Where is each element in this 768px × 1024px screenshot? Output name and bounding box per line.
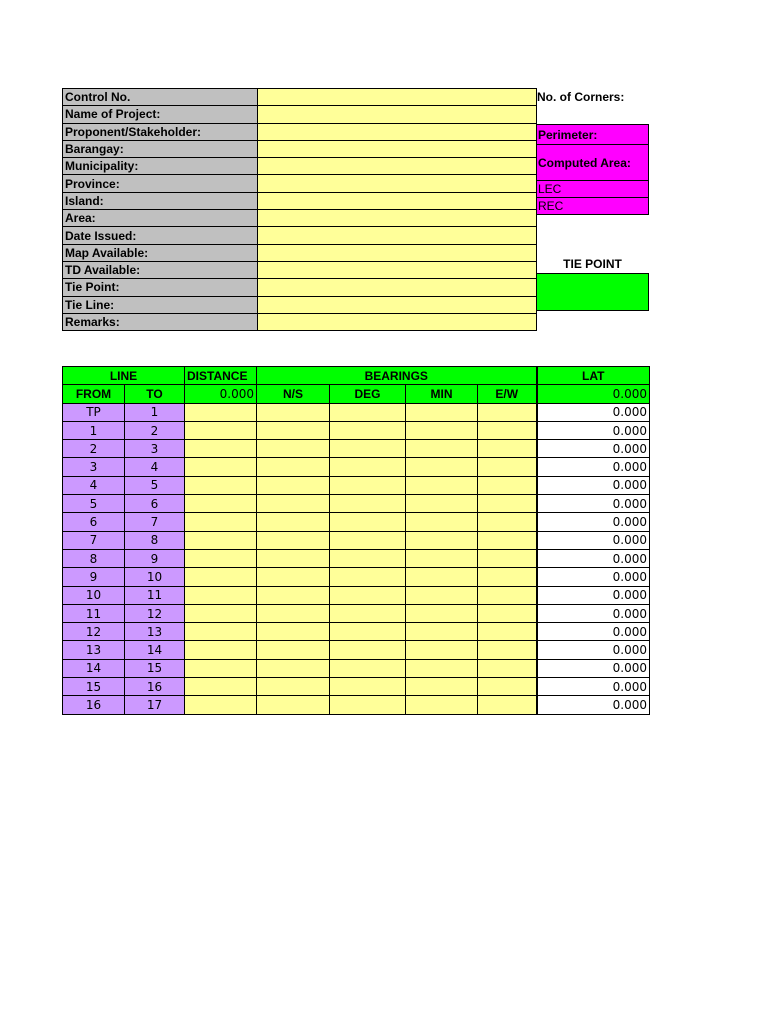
min-cell[interactable] [406,421,478,439]
to-cell: 3 [125,440,185,458]
to-header: TO [125,385,185,403]
ns-cell[interactable] [257,586,330,604]
min-cell[interactable] [406,623,478,641]
ew-cell[interactable] [478,678,537,696]
table-row [63,458,650,476]
distance-total: 0.000 [185,385,257,403]
table-row [63,623,650,641]
min-cell[interactable] [406,568,478,586]
deg-cell[interactable] [330,604,406,622]
deg-cell[interactable] [330,568,406,586]
deg-cell[interactable] [330,623,406,641]
ns-cell[interactable] [257,403,330,421]
table-row [63,549,650,567]
info-label: Island: [63,192,258,209]
info-label: Date Issued: [63,227,258,244]
info-value-field[interactable] [258,175,537,192]
distance-cell[interactable] [185,421,257,439]
info-row [63,123,537,140]
table-row [63,440,650,458]
info-label: Barangay: [63,140,258,157]
lat-cell: 0.000 [537,421,650,439]
ns-cell[interactable] [257,568,330,586]
to-cell: 9 [125,549,185,567]
ew-cell[interactable] [478,659,537,677]
info-label: Name of Project: [63,106,258,123]
info-value-field[interactable] [258,210,537,227]
min-cell[interactable] [406,440,478,458]
min-cell[interactable] [406,641,478,659]
from-cell: 5 [63,495,125,513]
deg-cell[interactable] [330,421,406,439]
ns-header: N/S [257,385,330,403]
info-row [63,210,537,227]
ns-cell[interactable] [257,604,330,622]
rec-label[interactable]: REC [537,198,649,215]
deg-cell[interactable] [330,659,406,677]
lat-header: LAT [537,367,650,385]
to-cell: 17 [125,696,185,714]
info-row [63,261,537,278]
project-info-table [62,88,537,331]
from-cell: 11 [63,604,125,622]
info-value-field[interactable] [258,123,537,140]
info-row [63,313,537,330]
ew-cell[interactable] [478,641,537,659]
to-cell: 5 [125,476,185,494]
lat-cell: 0.000 [537,549,650,567]
info-label: Municipality: [63,158,258,175]
table-row [63,604,650,622]
lat-total: 0.000 [537,385,650,403]
ns-cell[interactable] [257,513,330,531]
to-cell: 16 [125,678,185,696]
from-cell: 1 [63,421,125,439]
from-cell: 4 [63,476,125,494]
distance-cell[interactable] [185,641,257,659]
to-cell: 7 [125,513,185,531]
ew-cell[interactable] [478,531,537,549]
distance-cell[interactable] [185,659,257,677]
table-row [63,531,650,549]
info-value-field[interactable] [258,106,537,123]
to-cell: 4 [125,458,185,476]
computation-summary-box [536,124,649,215]
lat-cell: 0.000 [537,568,650,586]
info-row [63,106,537,123]
deg-cell[interactable] [330,696,406,714]
table-row [63,421,650,439]
min-cell[interactable] [406,495,478,513]
table-row [63,476,650,494]
from-cell: 8 [63,549,125,567]
ns-cell[interactable] [257,458,330,476]
table-row [63,641,650,659]
info-row [63,158,537,175]
info-label: Proponent/Stakeholder: [63,123,258,140]
to-cell: 13 [125,623,185,641]
ew-cell[interactable] [478,623,537,641]
min-cell[interactable] [406,476,478,494]
deg-cell[interactable] [330,549,406,567]
lat-cell: 0.000 [537,641,650,659]
to-cell: 10 [125,568,185,586]
ns-cell[interactable] [257,476,330,494]
min-cell[interactable] [406,678,478,696]
no-of-corners-label: No. of Corners: [537,90,625,104]
table-row [63,659,650,677]
distance-cell[interactable] [185,678,257,696]
ew-cell[interactable] [478,586,537,604]
to-cell: 1 [125,403,185,421]
info-label: Area: [63,210,258,227]
info-row [63,89,537,106]
ns-cell[interactable] [257,421,330,439]
ew-cell[interactable] [478,604,537,622]
distance-cell[interactable] [185,403,257,421]
info-row [63,227,537,244]
info-value-field[interactable] [258,158,537,175]
deg-cell[interactable] [330,440,406,458]
from-cell: 2 [63,440,125,458]
info-row [63,140,537,157]
to-cell: 15 [125,659,185,677]
info-value-field[interactable] [258,279,537,296]
from-cell: 10 [63,586,125,604]
ew-cell[interactable] [478,458,537,476]
info-value-field[interactable] [258,296,537,313]
ew-cell[interactable] [478,568,537,586]
ns-cell[interactable] [257,623,330,641]
min-cell[interactable] [406,586,478,604]
lat-cell: 0.000 [537,586,650,604]
min-header: MIN [406,385,478,403]
ns-cell[interactable] [257,495,330,513]
from-cell: 13 [63,641,125,659]
distance-cell[interactable] [185,458,257,476]
min-cell[interactable] [406,458,478,476]
table-row [63,495,650,513]
ew-cell[interactable] [478,696,537,714]
lat-cell: 0.000 [537,403,650,421]
info-label: Province: [63,175,258,192]
distance-cell[interactable] [185,549,257,567]
info-label: Remarks: [63,313,258,330]
min-cell[interactable] [406,549,478,567]
line-header: LINE [63,367,185,385]
lec-label[interactable]: LEC [537,181,649,198]
distance-cell[interactable] [185,513,257,531]
info-value-field[interactable] [258,244,537,261]
info-row [63,244,537,261]
ew-header: E/W [478,385,537,403]
from-cell: 7 [63,531,125,549]
info-label: Tie Point: [63,279,258,296]
distance-cell[interactable] [185,604,257,622]
distance-cell[interactable] [185,696,257,714]
distance-cell[interactable] [185,440,257,458]
to-cell: 6 [125,495,185,513]
tie-point-input[interactable] [536,273,649,311]
deg-cell[interactable] [330,403,406,421]
ew-cell[interactable] [478,549,537,567]
min-cell[interactable] [406,659,478,677]
from-cell: 6 [63,513,125,531]
table-row [63,586,650,604]
info-row [63,279,537,296]
tie-point-heading: TIE POINT [563,257,622,271]
deg-cell[interactable] [330,513,406,531]
bearings-header: BEARINGS [257,367,537,385]
ns-cell[interactable] [257,659,330,677]
lat-cell: 0.000 [537,604,650,622]
info-label: Control No. [63,89,258,106]
to-cell: 2 [125,421,185,439]
to-cell: 8 [125,531,185,549]
deg-cell[interactable] [330,495,406,513]
ew-cell[interactable] [478,513,537,531]
computed-area-label[interactable]: Computed Area: [537,145,649,181]
min-cell[interactable] [406,604,478,622]
min-cell[interactable] [406,403,478,421]
lat-cell: 0.000 [537,476,650,494]
min-cell[interactable] [406,513,478,531]
table-row [63,568,650,586]
deg-cell[interactable] [330,531,406,549]
table-row [63,678,650,696]
info-value-field[interactable] [258,313,537,330]
min-cell[interactable] [406,531,478,549]
from-cell: 3 [63,458,125,476]
ew-cell[interactable] [478,440,537,458]
lat-cell: 0.000 [537,495,650,513]
deg-header: DEG [330,385,406,403]
deg-cell[interactable] [330,458,406,476]
lat-cell: 0.000 [537,623,650,641]
ns-cell[interactable] [257,531,330,549]
distance-cell[interactable] [185,476,257,494]
deg-cell[interactable] [330,641,406,659]
info-label: Map Available: [63,244,258,261]
info-label: Tie Line: [63,296,258,313]
lat-cell: 0.000 [537,696,650,714]
ew-cell[interactable] [478,476,537,494]
from-header: FROM [63,385,125,403]
lat-cell: 0.000 [537,458,650,476]
perimeter-label[interactable]: Perimeter: [537,125,649,145]
to-cell: 11 [125,586,185,604]
min-cell[interactable] [406,696,478,714]
from-cell: 14 [63,659,125,677]
distance-cell[interactable] [185,568,257,586]
info-value-field[interactable] [258,89,537,106]
lat-cell: 0.000 [537,440,650,458]
info-value-field[interactable] [258,140,537,157]
ns-cell[interactable] [257,440,330,458]
ew-cell[interactable] [478,421,537,439]
from-cell: 16 [63,696,125,714]
distance-cell[interactable] [185,623,257,641]
distance-cell[interactable] [185,586,257,604]
info-value-field[interactable] [258,192,537,209]
table-row [63,513,650,531]
lat-cell: 0.000 [537,659,650,677]
distance-header: DISTANCE [185,367,257,385]
distance-cell[interactable] [185,495,257,513]
info-row [63,175,537,192]
lat-cell: 0.000 [537,678,650,696]
ns-cell[interactable] [257,678,330,696]
info-label: TD Available: [63,261,258,278]
distance-cell[interactable] [185,531,257,549]
table-row [63,403,650,421]
lat-cell: 0.000 [537,531,650,549]
ew-cell[interactable] [478,403,537,421]
traverse-table [62,366,650,715]
info-row [63,192,537,209]
to-cell: 12 [125,604,185,622]
lat-cell: 0.000 [537,513,650,531]
from-cell: 12 [63,623,125,641]
info-value-field[interactable] [258,227,537,244]
info-row [63,296,537,313]
deg-cell[interactable] [330,586,406,604]
ew-cell[interactable] [478,495,537,513]
to-cell: 14 [125,641,185,659]
info-value-field[interactable] [258,261,537,278]
deg-cell[interactable] [330,678,406,696]
ns-cell[interactable] [257,549,330,567]
ns-cell[interactable] [257,641,330,659]
from-cell: 15 [63,678,125,696]
from-cell: 9 [63,568,125,586]
from-cell: TP [63,403,125,421]
ns-cell[interactable] [257,696,330,714]
table-row [63,696,650,714]
deg-cell[interactable] [330,476,406,494]
